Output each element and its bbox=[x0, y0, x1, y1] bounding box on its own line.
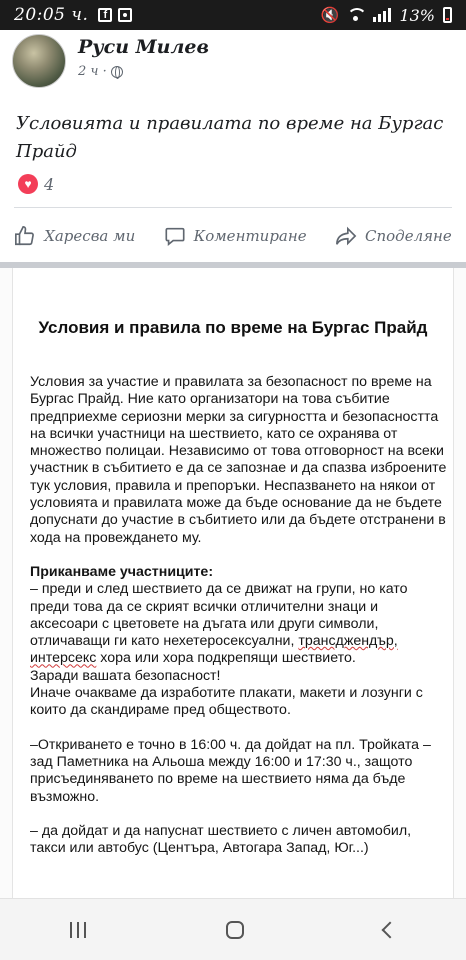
comment-icon bbox=[164, 225, 186, 247]
post-time[interactable]: 2 ч · bbox=[78, 64, 107, 79]
post-image[interactable] bbox=[0, 268, 466, 898]
reactions-summary[interactable] bbox=[18, 174, 54, 194]
comment-label: Коментиране bbox=[193, 227, 307, 245]
back-icon[interactable] bbox=[382, 921, 399, 938]
document-paragraph: –Откриването е точно в 16:00 ч. да дойдат на пл. Тройката – зад Паметника на Альоша между 16:00 и 17:30 ч., защото присъединяването по време на шествието няма да бъде възможно. bbox=[30, 736, 431, 805]
author-name[interactable]: Руси Милев bbox=[78, 36, 209, 58]
document-title: Условия и правила по време на Бургас Прайд bbox=[38, 318, 428, 337]
document-paragraph: – да дойдат и да напуснат шествието с личен автомобил, такси или автобус (Центъра, Автогара Запад, Юг...) bbox=[30, 822, 412, 857]
reaction-count: 4 bbox=[44, 174, 55, 194]
divider bbox=[14, 207, 452, 208]
post-header bbox=[12, 34, 452, 90]
system-icons bbox=[321, 6, 452, 25]
facebook-notification-icon: f bbox=[98, 8, 112, 22]
gallery-notification-icon bbox=[118, 8, 132, 22]
like-button[interactable] bbox=[14, 225, 135, 247]
document-text-underlined: трансджендър, интерсекс bbox=[30, 633, 398, 667]
status-time: 20:05 ч. bbox=[14, 5, 89, 25]
wifi-icon bbox=[347, 8, 365, 22]
globe-icon bbox=[111, 66, 123, 78]
document-text: – преди и след шествието да се движат на групи, но като преди това да се скрият всички отличителни знаци и аксесоари с цветовете на дъгата или други символи, отличаващи ги като нехетеросексуални, bbox=[30, 581, 408, 650]
like-label: Харесва ми bbox=[44, 227, 136, 245]
document-text: хора или хора подкрепящи шествието. bbox=[96, 650, 356, 667]
heart-icon: ♥ bbox=[18, 174, 38, 194]
document-paragraph bbox=[30, 564, 448, 720]
signal-icon bbox=[373, 8, 391, 22]
document-body bbox=[30, 374, 448, 874]
share-button[interactable] bbox=[335, 225, 452, 247]
home-icon[interactable] bbox=[226, 921, 244, 939]
document-page bbox=[12, 268, 454, 898]
post-actions bbox=[0, 218, 466, 254]
share-label: Споделяне bbox=[365, 227, 452, 245]
share-icon bbox=[335, 225, 357, 247]
mute-icon: 🔇 bbox=[320, 7, 340, 24]
document-paragraph: Условия за участие и правилата за безопасност по време на Бургас Прайд. Ние като организатори на това събитие предприехме сериозни мерки за сигурността и безопасността на всички участници на шествието, като се охранява от множество полицаи. Независимо от това отговорност на всеки участник в събитието е да се запознае и да спазва изброените тук условия, правила и препоръки. Неспазването на някои от условията и правилата може да бъде основание да не бъдете допуснати до участие в събитието или да бъдете отстранени в хода на провеждането му. bbox=[30, 374, 447, 546]
post-meta bbox=[78, 64, 209, 79]
thumbs-up-icon bbox=[14, 225, 36, 247]
notification-icons bbox=[98, 8, 132, 22]
document-text: Заради вашата безопасност! bbox=[30, 667, 221, 684]
battery-icon bbox=[443, 7, 452, 23]
post-text: Условията и правилата по време на Бургас Прайд bbox=[16, 113, 444, 162]
status-bar bbox=[0, 0, 466, 30]
author-block bbox=[78, 36, 209, 90]
comment-button[interactable] bbox=[164, 225, 307, 247]
battery-percentage: 13% bbox=[399, 5, 435, 25]
avatar[interactable] bbox=[12, 34, 66, 88]
navigation-bar bbox=[0, 898, 466, 960]
document-subheading: Приканваме участниците: bbox=[30, 563, 214, 580]
document-text: Иначе очакваме да изработите плакати, макети и лозунги с които да скандираме пред обществото. bbox=[30, 685, 423, 719]
recent-apps-icon[interactable] bbox=[70, 922, 86, 938]
